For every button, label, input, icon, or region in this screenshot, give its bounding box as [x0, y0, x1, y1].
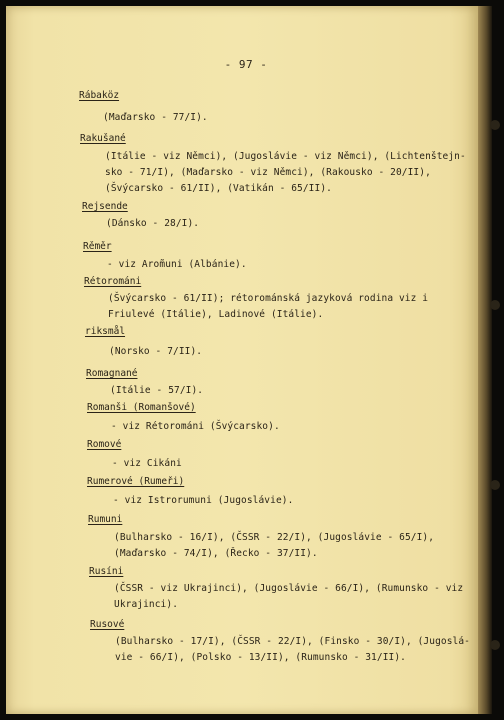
binding-holes [488, 0, 504, 720]
entry-headword: Rusové [90, 619, 125, 630]
entry-text-line: (Itálie - viz Němci), (Jugoslávie - viz Němci), (Lichtenštejn- [105, 151, 466, 162]
entry-text-line: (Bulharsko - 17/I), (ČSSR - 22/I), (Finsko - 30/I), (Jugoslá- [115, 636, 470, 647]
entry-text-line: (Švýcarsko - 61/II), (Vatikán - 65/II). [105, 183, 332, 194]
entry-headword: Rumuni [88, 514, 123, 525]
entry-text-line: vie - 66/I), (Polsko - 13/II), (Rumunsko - 31/II). [115, 652, 406, 663]
entry-text-line: - viz Istrorumuni (Jugoslávie). [113, 495, 294, 506]
entry-headword: Romanši (Romanšové) [87, 402, 196, 413]
entry-headword: Rejsende [82, 201, 128, 212]
entry-text-line: (Itálie - 57/I). [110, 385, 204, 396]
entry-text-line: (Norsko - 7/II). [109, 346, 203, 357]
entry-headword: Rěměr [83, 241, 112, 252]
entry-text-line: (Švýcarsko - 61/II); rétorománská jazyková rodina viz i [108, 293, 429, 304]
entry-text-line: Ukrajinci). [114, 599, 179, 610]
entry-text-line: (Maďarsko - 74/I), (Řecko - 37/II). [114, 548, 318, 559]
entry-headword: Rakušané [80, 133, 126, 144]
entry-text-line: (ČSSR - viz Ukrajinci), (Jugoslávie - 66/I), (Rumunsko - viz [114, 583, 464, 594]
binding-hole [490, 300, 500, 310]
binding-hole [490, 480, 500, 490]
entry-text-line: (Bulharsko - 16/I), (ČSSR - 22/I), (Jugoslávie - 65/I), [114, 532, 435, 543]
entry-headword: Rétorománi [84, 276, 142, 287]
entry-text-line: - viz Rétorománi (Švýcarsko). [111, 421, 280, 432]
entry-headword: Rumerové (Rumeři) [87, 476, 185, 487]
entry-headword: Romagnané [86, 368, 138, 379]
entry-headword: riksmål [85, 326, 126, 337]
entry-text-line: Friulevé (Itálie), Ladinové (Itálie). [108, 309, 324, 320]
entry-text-line: (Dánsko - 28/I). [106, 218, 200, 229]
entry-headword: Rábaköz [79, 90, 120, 101]
binding-hole [490, 120, 500, 130]
entry-text-line: - viz Arom̃uni (Albánie). [107, 259, 247, 270]
entry-headword: Rusíni [89, 566, 124, 577]
document-page [6, 6, 478, 714]
entry-text-line: - viz Cikáni [112, 458, 182, 469]
entry-text-line: (Maďarsko - 77/I). [103, 112, 208, 123]
entry-text-line: sko - 71/I), (Maďarsko - viz Němci), (Rakousko - 20/II), [105, 167, 431, 178]
entry-headword: Romové [87, 439, 122, 450]
binding-hole [490, 640, 500, 650]
page-number: - 97 - [224, 58, 268, 71]
